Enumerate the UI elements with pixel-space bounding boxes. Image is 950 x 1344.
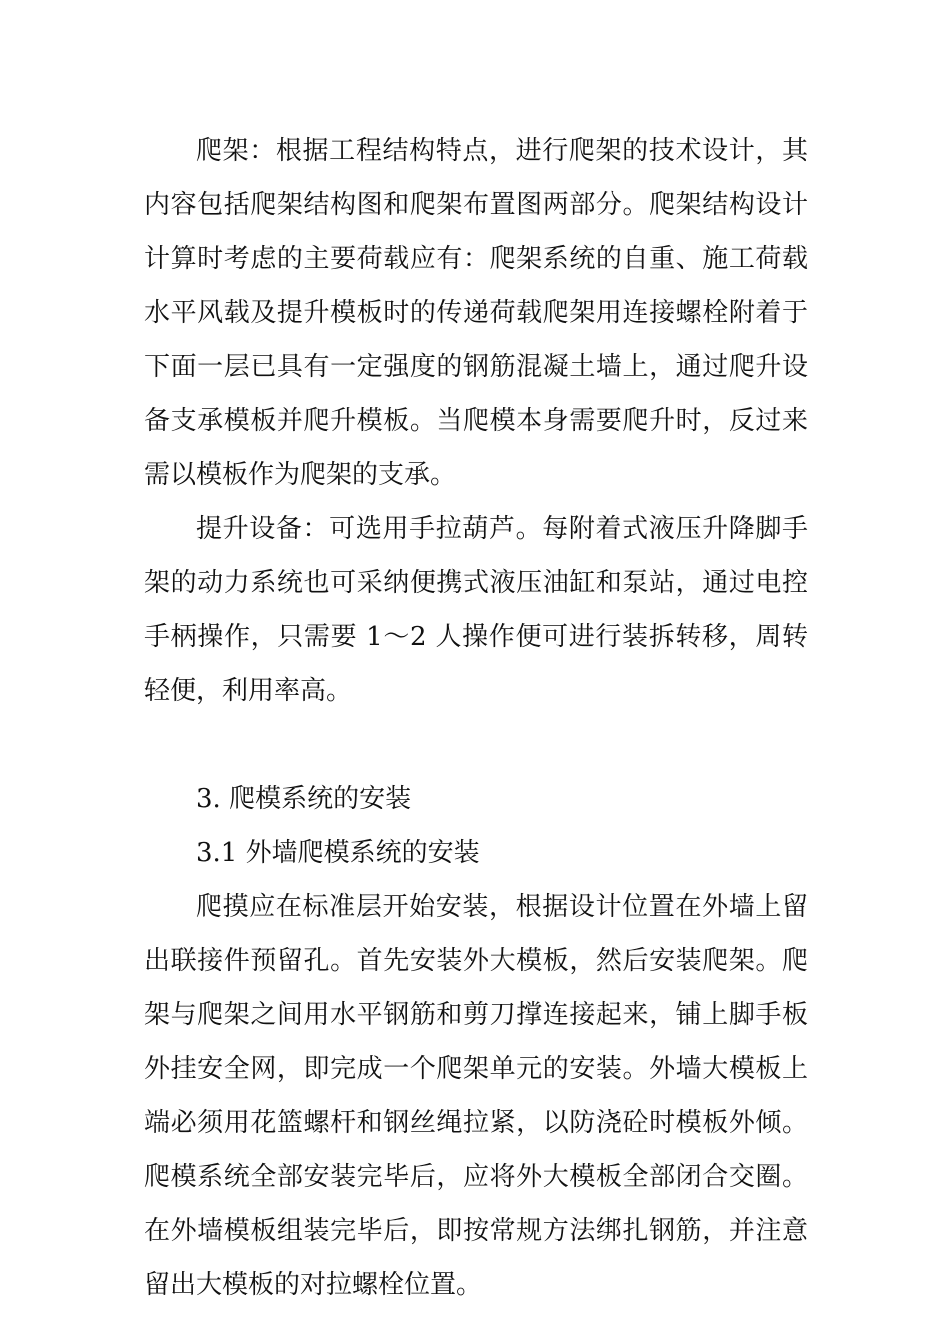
- document-body: [144, 124, 808, 1312]
- section-heading: 3. 爬模系统的安装: [196, 784, 412, 814]
- paragraph-lifting-equipment: 提升设备：可选用手拉葫芦。每附着式液压升降脚手架的动力系统也可采纳便携式液压油缸和泵站，通过电控手柄操作，只需要 1～2 人操作便可进行装拆转移，周转轻便，利用率高。: [144, 514, 808, 706]
- subsection-heading: 3.1 外墙爬模系统的安装: [196, 838, 480, 868]
- paragraph-installation: 爬摸应在标准层开始安装，根据设计位置在外墙上留出联接件预留孔。首先安装外大模板，然后安装爬架。爬架与爬架之间用水平钢筋和剪刀撑连接起来，铺上脚手板外挂安全网，即完成一个爬架单元的安装。外墙大模板上端必须用花篮螺杆和钢丝绳拉紧，以防浇砼时模板外倾。爬模系统全部安装完毕后，应将外大模板全部闭合交圈。在外墙模板组装完毕后，即按常规方法绑扎钢筋，并注意留出大模板的对拉螺栓位置。: [144, 892, 808, 1300]
- blank-line: [144, 718, 808, 772]
- paragraph-climbing-frame: 爬架：根据工程结构特点，进行爬架的技术设计，其内容包括爬架结构图和爬架布置图两部分。爬架结构设计计算时考虑的主要荷载应有：爬架系统的自重、施工荷载水平风载及提升模板时的传递荷载爬架用连接螺栓附着于下面一层已具有一定强度的钢筋混凝土墙上，通过爬升设备支承模板并爬升模板。当爬模本身需要爬升时，反过来需以模板作为爬架的支承。: [144, 136, 808, 490]
